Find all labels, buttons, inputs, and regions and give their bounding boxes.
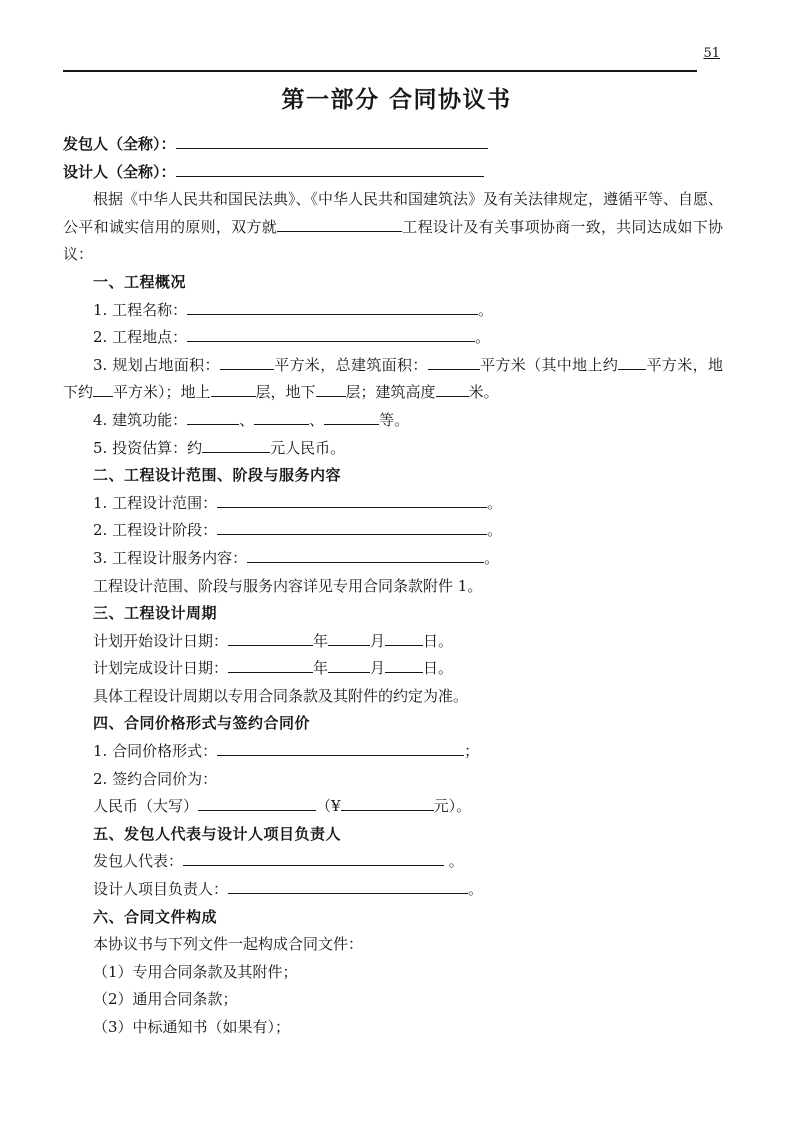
text-segment: 。 [487,493,503,512]
project-location-field [63,324,723,352]
text-segment: （2）通用合同条款； [93,990,238,1009]
document-body [63,131,723,1042]
section-5-heading [63,821,723,849]
text-segment: 一、工程概况 [93,272,187,291]
fill-in-blank [176,135,488,149]
fill-in-blank [211,383,256,397]
text-segment: 米。 [468,383,499,402]
page-number: 51 [703,46,720,61]
text-segment: 元人民币。 [270,438,346,457]
contract-price-amount-field [63,793,723,821]
fill-in-blank [618,356,646,370]
text-segment: 2. 工程地点： [93,328,188,347]
building-function-field [63,407,723,435]
fill-in-blank [316,383,346,397]
fill-in-blank [228,659,313,673]
fill-in-blank [187,301,478,315]
text-segment: 月 [370,659,386,678]
text-segment: 。 [444,852,464,871]
text-segment: 2. 签约合同价为： [93,769,218,788]
contract-doc-item-3 [63,1014,723,1042]
text-segment: 五、发包人代表与设计人项目负责人 [93,824,342,843]
fill-in-blank [436,383,469,397]
text-segment: （¥ [316,797,341,816]
text-segment: 设计人项目负责人： [93,880,229,899]
fill-in-blank [428,356,480,370]
text-segment: 等。 [379,410,410,429]
text-segment: 月 [370,631,386,650]
text-segment: 、 [309,410,325,429]
text-segment: 元）。 [433,797,472,816]
fill-in-blank [247,549,484,563]
text-segment: 1. 工程名称： [93,300,188,319]
text-segment: 二、工程设计范围、阶段与服务内容 [93,466,342,485]
contract-doc-item-1 [63,959,723,987]
text-segment: 1. 合同价格形式： [93,742,218,761]
design-period-note [63,683,723,711]
text-segment: 计划完成设计日期： [93,659,229,678]
fill-in-blank [198,797,316,811]
contract-doc-item-2 [63,986,723,1014]
text-segment: 层；建筑高度 [345,383,436,402]
text-segment: 计划开始设计日期： [93,631,229,650]
text-segment: 日。 [423,631,454,650]
text-segment: 六、合同文件构成 [93,907,218,926]
text-segment: 。 [484,548,500,567]
fill-in-blank [341,797,434,811]
contract-price-label [63,766,723,794]
fill-in-blank [187,328,475,342]
contract-documents-intro [63,931,723,959]
fill-in-blank [328,632,370,646]
text-segment: （1）专用合同条款及其附件； [93,962,298,981]
text-segment: 2. 工程设计阶段： [93,521,218,540]
text-segment: 层，地下 [255,383,316,402]
text-segment: 日。 [423,659,454,678]
section-4-heading [63,710,723,738]
text-segment: 年 [313,659,329,678]
text-segment: 平方米，地下约 [63,355,723,402]
fill-in-blank [217,494,487,508]
text-segment: 具体工程设计周期以专用合同条款及其附件的约定为准。 [93,686,469,705]
text-segment: ； [464,742,480,761]
text-segment: 。 [468,880,484,899]
fill-in-blank [385,632,423,646]
section-6-heading [63,904,723,932]
text-segment: 设计人（全称）： [63,162,176,181]
fill-in-blank [385,659,423,673]
text-segment: 工程设计范围、阶段与服务内容详见专用合同条款附件 1。 [93,576,483,595]
section-2-heading [63,462,723,490]
price-form-field [63,738,723,766]
text-segment: 根据《中华人民共和国民法典》、《中华人民共和国建筑法》及有关法律规定，遵循平等、自愿、公平和诚实信用的原则，双方就 [63,190,724,236]
text-segment: 人民币（大写） [93,797,199,816]
text-segment: 3. 规划占地面积： [93,355,220,374]
text-segment: 年 [313,631,329,650]
fill-in-blank [228,880,468,894]
fill-in-blank [93,383,113,397]
scope-reference-note [63,573,723,601]
text-segment: 4. 建筑功能： [93,410,188,429]
text-segment: 发包人代表： [93,852,184,871]
employer-name-line [63,131,723,159]
designer-project-leader-field [63,876,723,904]
text-segment: 1. 工程设计范围： [93,493,218,512]
fill-in-blank [202,439,270,453]
design-scope-field [63,490,723,518]
section-1-heading [63,269,723,297]
text-segment: 。 [478,300,494,319]
text-segment: 3. 工程设计服务内容： [93,548,248,567]
investment-estimate-field [63,435,723,463]
text-segment: 、 [239,410,255,429]
text-segment: 。 [475,328,491,347]
text-segment: 5. 投资估算：约 [93,438,203,457]
planned-start-date-field [63,628,723,656]
planned-finish-date-field [63,655,723,683]
text-segment: 四、合同价格形式与签约合同价 [93,714,311,733]
fill-in-blank [328,659,370,673]
fill-in-blank [176,163,484,177]
fill-in-blank [324,411,379,425]
text-segment: 平方米（其中地上约 [479,355,619,374]
header-rule [63,70,697,72]
fill-in-blank [217,742,464,756]
design-stage-field [63,517,723,545]
fill-in-blank [217,521,487,535]
project-area-field [63,352,723,407]
document-title: 第一部分 合同协议书 [281,87,512,113]
text-segment: 。 [487,521,503,540]
designer-name-line [63,159,723,187]
employer-representative-field [63,848,723,876]
fill-in-blank [183,852,444,866]
text-segment: 三、工程设计周期 [93,604,218,623]
preamble [63,186,723,269]
fill-in-blank [228,632,313,646]
project-name-field [63,297,723,325]
text-segment: 本协议书与下列文件一起构成合同文件： [93,935,364,954]
design-services-field [63,545,723,573]
fill-in-blank [254,411,309,425]
text-segment: 平方米，总建筑面积： [273,355,428,374]
fill-in-blank [187,411,239,425]
section-3-heading [63,600,723,628]
text-segment: 发包人（全称）： [63,135,176,153]
fill-in-blank [277,218,402,232]
fill-in-blank [220,356,274,370]
text-segment: 平方米）；地上 [113,383,211,402]
text-segment: 工程设计及有关事项协商一致，共同达成如下协议： [63,217,723,264]
text-segment: （3）中标通知书（如果有）； [93,1018,291,1036]
